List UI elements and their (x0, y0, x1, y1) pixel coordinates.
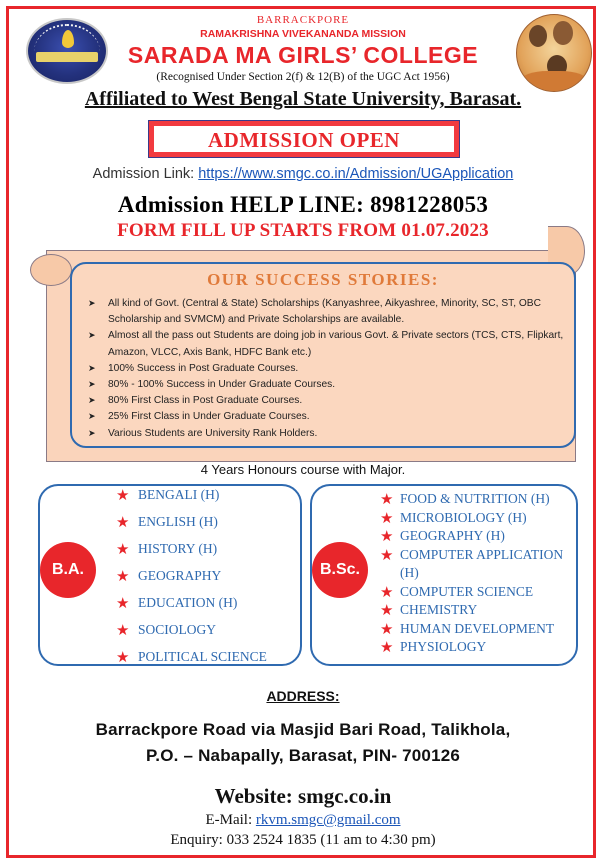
college-name: SARADA MA GIRLS’ COLLEGE (127, 42, 479, 68)
subject-label: BENGALI (H) (138, 487, 220, 502)
list-item (116, 648, 267, 675)
star-icon: ★ (116, 594, 130, 612)
admission-banner (148, 120, 460, 158)
subject-label: MICROBIOLOGY (H) (400, 509, 527, 525)
list-item (380, 583, 578, 602)
list-item (116, 513, 267, 540)
enquiry-line: Enquiry: 033 2524 1835 (11 am to 4:30 pm) (170, 832, 436, 848)
list-item (380, 509, 578, 528)
star-icon: ★ (116, 540, 130, 558)
address-line-2: P.O. – Nabapally, Barasat, PIN- 700126 (145, 746, 461, 765)
address-line-1: Barrackpore Road via Masjid Bari Road, Talikhola, (95, 720, 511, 739)
star-icon: ★ (116, 648, 130, 666)
subject-label: ENGLISH (H) (138, 514, 218, 529)
list-item: ➤ 25% First Class in Under Graduate Courses. (88, 409, 564, 425)
success-list (88, 296, 564, 442)
form-fill-notice: FORM FILL UP STARTS FROM 01.07.2023 (117, 220, 489, 241)
star-icon: ★ (380, 545, 394, 564)
star-icon: ★ (380, 490, 394, 508)
star-icon: ★ (380, 508, 394, 527)
star-icon: ★ (380, 638, 394, 656)
list-item (116, 621, 267, 648)
star-icon: ★ (116, 567, 130, 585)
ba-subject-list (116, 486, 267, 675)
subject-label: HUMAN DEVELOPMENT (400, 620, 555, 636)
subject-label: FOOD & NUTRITION (H) (400, 491, 550, 506)
list-item (380, 527, 578, 546)
list-item (380, 490, 578, 509)
list-item (380, 638, 578, 657)
subject-label: CHEMISTRY (400, 602, 478, 617)
email-link[interactable]: rkvm.smgc@gmail.com (255, 812, 401, 828)
list-item (380, 601, 578, 620)
location-heading: BARRACKPORE (256, 14, 350, 26)
star-icon: ★ (380, 619, 394, 638)
admission-link-line (0, 166, 606, 182)
star-icon: ★ (116, 621, 130, 639)
subject-label: PHYSIOLOGY (400, 639, 487, 654)
recognition-note: (Recognised Under Section 2(f) & 12(B) of the UGC Act 1956) (156, 71, 450, 83)
helpline: Admission HELP LINE: 8981228053 (117, 192, 489, 217)
list-item (116, 540, 267, 567)
list-item (380, 620, 578, 639)
website: Website: smgc.co.in (214, 784, 392, 808)
course-intro: 4 Years Honours course with Major. (200, 462, 406, 477)
list-item: ➤ 80% First Class in Post Graduate Courses. (88, 393, 564, 409)
address-heading: ADDRESS: (266, 688, 340, 704)
list-item: ➤ All kind of Govt. (Central & State) Scholarships (Kanyashree, Aikyashree, Minority, SC, ST, OBC Scholarship and SVMCM) and Private Scholarships are available. (88, 296, 564, 328)
star-icon: ★ (380, 582, 394, 601)
list-item: ➤ Almost all the pass out Students are doing job in various Govt. & Private sectors (TCS, CTS, Flipkart, Amazon, VLCC, Axis Bank, HDFC Bank etc.) (88, 328, 564, 360)
admission-banner-text: ADMISSION OPEN (153, 125, 455, 153)
subject-label: EDUCATION (H) (138, 595, 238, 610)
list-item: ➤ Various Students are University Rank Holders. (88, 426, 564, 442)
star-icon: ★ (116, 513, 130, 531)
subject-label: GEOGRAPHY (138, 568, 222, 583)
subject-label: HISTORY (H) (138, 541, 218, 556)
list-item: ➤ 80% - 100% Success in Under Graduate Courses. (88, 377, 564, 393)
star-icon: ★ (380, 601, 394, 619)
scroll-roll-left (30, 254, 72, 286)
subject-label: COMPUTER APPLICATION (H) (400, 546, 564, 580)
list-item: ➤ 100% Success in Post Graduate Courses. (88, 361, 564, 377)
subject-label: SOCIOLOGY (138, 622, 217, 637)
subject-label: GEOGRAPHY (H) (400, 528, 505, 543)
star-icon: ★ (380, 527, 394, 545)
subject-label: COMPUTER SCIENCE (400, 583, 534, 599)
list-item (116, 594, 267, 621)
list-item (380, 546, 578, 583)
list-item (116, 486, 267, 513)
email-label: E-Mail: (205, 812, 256, 828)
bsc-subject-list (380, 490, 578, 657)
admission-link[interactable]: https://www.smgc.co.in/Admission/UGApplication (198, 166, 514, 182)
subject-label: POLITICAL SCIENCE (138, 649, 267, 664)
success-title: OUR SUCCESS STORIES: (207, 270, 439, 289)
email-line (0, 812, 606, 829)
ba-badge: B.A. (40, 542, 96, 598)
mission-name: RAMAKRISHNA VIVEKANANDA MISSION (200, 28, 406, 40)
star-icon: ★ (116, 486, 130, 504)
affiliation-line: Affiliated to West Bengal State University, Barasat. (84, 88, 522, 110)
admission-link-label: Admission Link: (92, 166, 195, 182)
bsc-badge: B.Sc. (312, 542, 368, 598)
list-item (116, 567, 267, 594)
